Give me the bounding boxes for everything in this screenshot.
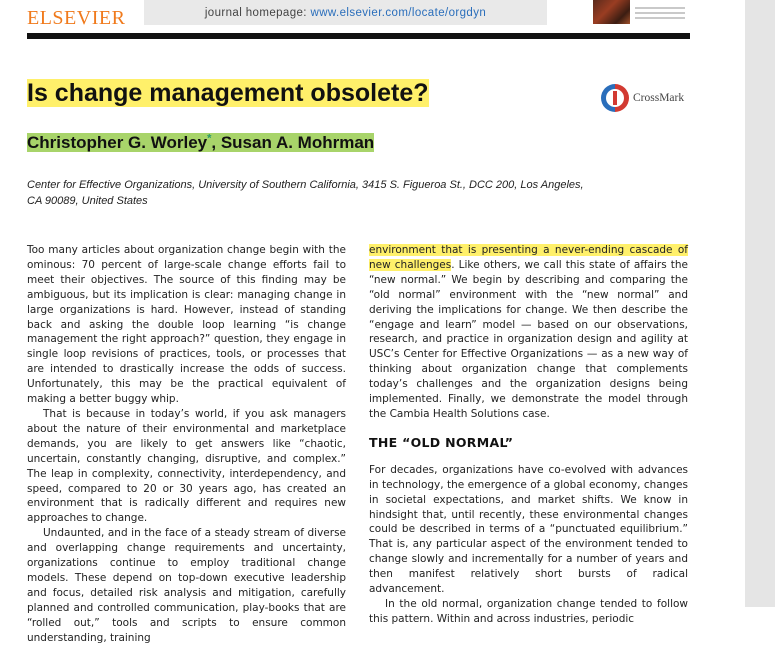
crossmark-label: CrossMark xyxy=(633,92,685,104)
paragraph-intro: Too many articles about organization change begin with the ominous: 70 percent of large-scale change efforts fail to meet their objectives. The source of this finding may be ambiguous, but its implication is clear: managing change in large organizations is hard. However, instead of standing back and asking the double loop learning “is change management the right approach?” question, they engage in single loop revisions of practices, tools, or processes that are intended to drastically increase the odds of success. Unfortunately, this may be the practical equivalent of making a better buggy whip. xyxy=(27,244,346,406)
paragraph-new-normal-text: . Like others, we call this state of affairs the “new normal.” We begin by describing and comparing the “old normal” environment with the “new normal” and deriving the implications for change. We then describe the “engage and learn” model — based on our observations, research, and practice in organization design and agility at USC’s Center for Effective Organizations — as a new way of thinking about organization change that complements today’s challenges and the organization designs being implemented. Finally, we demonstrate the model through the Cambia Health Solutions case. xyxy=(369,258,688,420)
paragraph-todays-world: That is because in today’s world, if you ask managers about the nature of their environmental and marketplace demands, you are likely to get answers like “chaotic, uncertain, constantly changing, disruptive, and complex.” The leap in complexity, connectivity, interdependency, and speed, compared to 20 or 30 years ago, has created an environment that is radically different and requires new approaches to change. xyxy=(27,407,346,525)
author-worley[interactable]: Christopher G. Worley xyxy=(27,132,208,152)
homepage-link[interactable]: www.elsevier.com/locate/orgdyn xyxy=(310,6,487,19)
header-divider xyxy=(27,33,690,39)
title-highlight: Is change management obsolete? xyxy=(27,79,429,107)
article-title xyxy=(27,76,429,110)
author-mohrman[interactable]: , Susan A. Mohrman xyxy=(211,132,375,152)
journal-cover-thumbnail xyxy=(593,0,690,24)
paragraph-undaunted: Undaunted, and in the face of a steady stream of diverse and overlapping change requirements and uncertainty, organizations continue to employ traditional change models. These depend on top-down executive leadership and focus, detailed risk analysis and mitigation, carefully planned and controlled communication, play-books that are “rolled out,” tools and scripts to ensure common understanding, training xyxy=(27,527,346,644)
section-heading-old-normal: THE “OLD NORMAL” xyxy=(369,434,514,450)
cover-text-lines xyxy=(630,0,690,24)
body-column-left xyxy=(27,243,346,645)
publisher-logo: ELSEVIER xyxy=(27,7,126,29)
author-list xyxy=(27,126,374,155)
paragraph-decades: For decades, organizations have co-evolved with advances in technology, the emergence of a global economy, changes in societal expectations, and market shifts. We know in hindsight that, until recently, these environmental changes could be described in terms of a “punctuated equilibrium.” That is, any particular aspect of the environment tended to change slowly and incrementally for a number of years and then manifest relatively short bursts of radical advancement. xyxy=(369,463,688,596)
corresponding-author-asterisk[interactable]: * xyxy=(207,132,212,144)
paragraph-new-normal xyxy=(369,243,688,422)
crossmark-icon xyxy=(601,84,629,112)
homepage-label: journal homepage: xyxy=(204,6,307,19)
viewer-background xyxy=(745,0,775,607)
cover-image xyxy=(593,0,630,24)
author-highlight xyxy=(27,133,374,152)
author-affiliation: Center for Effective Organizations, University of Southern California, 3415 S. Figueroa St., DCC 200, Los Angeles, CA 90089, United States xyxy=(27,179,584,207)
paragraph-old-normal: In the old normal, organization change tended to follow this pattern. Within and across industries, periodic xyxy=(369,597,688,625)
journal-homepage-banner xyxy=(144,0,547,25)
body-column-right xyxy=(369,243,688,627)
crossmark-badge[interactable] xyxy=(601,84,684,112)
text-highlight: environment that is presenting a never-ending cascade of new challenges xyxy=(369,244,688,271)
